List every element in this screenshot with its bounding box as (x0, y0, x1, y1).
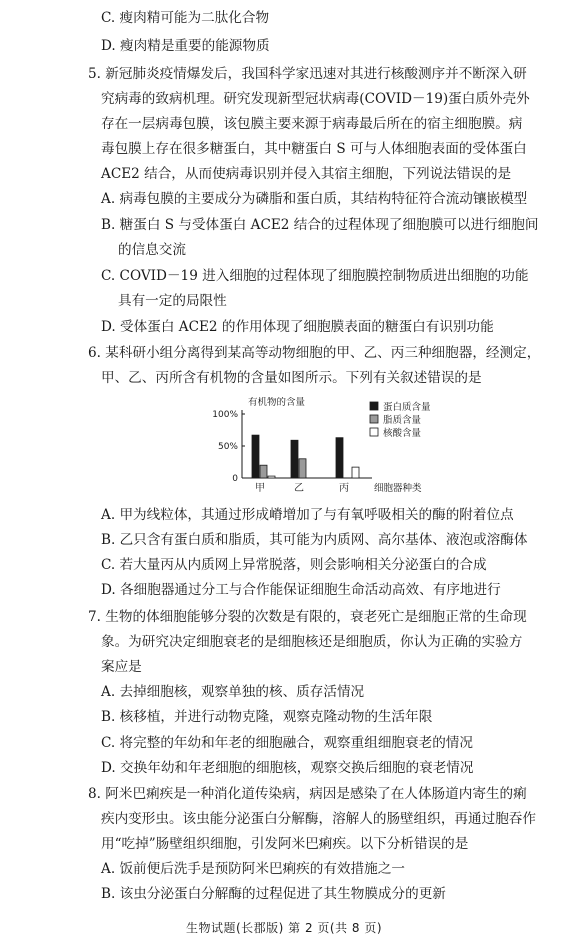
stem-continuation-line: 象。为研究决定细胞衰老的是细胞核还是细胞质，你认为正确的实验方 (101, 634, 523, 650)
bar-2-0 (336, 438, 343, 478)
option-line: D. 受体蛋白 ACE2 的作用体现了细胞膜表面的糖蛋白有识别功能 (101, 319, 494, 335)
question-stem-line: 8. 阿米巴痢疾是一种消化道传染病，病因是感染了在人体肠道内寄生的痢 (88, 786, 527, 802)
legend-swatch (370, 428, 378, 436)
legend-label: 核酸含量 (383, 428, 422, 439)
option-line: D. 各细胞器通过分工与合作能保证细胞生命活动高效、有序地进行 (101, 582, 501, 598)
legend-swatch (370, 415, 378, 423)
legend-swatch (370, 402, 378, 410)
x-tick-label: 甲 (255, 483, 265, 494)
organelle-content-chart (212, 397, 452, 497)
option-line: A. 饭前便后洗手是预防阿米巴痢疾的有效措施之一 (101, 861, 405, 877)
y-axis-title: 有机物的含量 (248, 397, 306, 408)
question-stem-line: 7. 生物的体细胞能够分裂的次数是有限的，衰老死亡是细胞正常的生命现 (88, 609, 527, 625)
legend-label: 蛋白质含量 (383, 402, 431, 413)
stem-continuation-line: 案应是 (101, 659, 142, 675)
option-line: D. 交换年幼和年老细胞的细胞核，观察交换后细胞的衰老情况 (101, 760, 474, 776)
bar-0-0 (252, 435, 259, 478)
option-line: D. 瘦肉精是重要的能源物质 (101, 38, 270, 54)
bar-1-0 (291, 440, 298, 478)
stem-continuation-line: 甲、乙、丙所含有机物的含量如图所示。下列有关叙述错误的是 (101, 370, 482, 386)
y-tick-label: 0 (232, 474, 238, 484)
option-line: B. 糖蛋白 S 与受体蛋白 ACE2 结合的过程体现了细胞膜可以进行细胞间 (101, 217, 539, 233)
stem-continuation-line: 疾内变形虫。该虫能分泌蛋白分解酶，溶解人的肠壁组织，再通过胞吞作 (101, 811, 536, 827)
stem-continuation-line: ACE2 结合，从而使病毒识别并侵入其宿主细胞，下列说法错误的是 (101, 166, 512, 182)
y-tick-label: 50% (217, 442, 238, 452)
option-line: C. COVID－19 进入细胞的过程体现了细胞膜控制物质进出细胞的功能 (101, 268, 529, 284)
option-line: A. 去掉细胞核，观察单独的核、质存活情况 (101, 684, 365, 700)
legend-label: 脂质含量 (383, 415, 422, 426)
stem-continuation-line: 究病毒的致病机理。研究发现新型冠状病毒(COVID－19)蛋白质外壳外 (101, 91, 530, 107)
bar-0-1 (260, 465, 267, 478)
option-line: C. 将完整的年幼和年老的细胞融合，观察重组细胞衰老的情况 (101, 735, 473, 751)
option-line: A. 病毒包膜的主要成分为磷脂和蛋白质，其结构特征符合流动镶嵌模型 (101, 191, 528, 207)
page-footer: 生物试题(长郡版) 第 2 页(共 8 页) (185, 921, 383, 935)
bar-0-2 (268, 476, 275, 478)
option-line: B. 核移植，并进行动物克隆，观察克隆动物的生活年限 (101, 709, 433, 725)
bar-2-2 (352, 467, 359, 478)
bar-1-1 (299, 459, 306, 478)
x-tick-label: 乙 (294, 483, 304, 494)
stem-continuation-line: 用“吃掉”肠壁组织细胞，引发阿米巴痢疾。以下分析错误的是 (101, 836, 469, 852)
question-stem-line: 5. 新冠肺炎疫情爆发后，我国科学家迅速对其进行核酸测序并不断深入研 (88, 66, 527, 82)
y-tick-label: 100% (212, 410, 238, 420)
option-line: B. 乙只含有蛋白质和脂质，其可能为内质网、高尔基体、液泡或溶酶体 (101, 532, 528, 548)
option-line: C. 瘦肉精可能为二肽化合物 (101, 10, 270, 26)
stem-continuation-line: 毒包膜上存在很多糖蛋白，其中糖蛋白 S 可与人体细胞表面的受体蛋白 (101, 141, 527, 157)
x-tick-label: 丙 (339, 483, 349, 494)
question-stem-line: 6. 某科研小组分离得到某高等动物细胞的甲、乙、丙三种细胞器，经测定， (88, 345, 541, 361)
option-line: A. 甲为线粒体，其通过形成嵴增加了与有氧呼吸相关的酶的附着位点 (101, 507, 514, 523)
option-line: 的信息交流 (118, 242, 186, 258)
option-line: B. 该虫分泌蛋白分解酶的过程促进了其生物膜成分的更新 (101, 886, 446, 902)
x-axis-title: 细胞器种类 (374, 483, 422, 494)
option-line: 具有一定的局限性 (118, 293, 227, 309)
option-line: C. 若大量丙从内质网上异常脱落，则会影响相关分泌蛋白的合成 (101, 557, 487, 573)
stem-continuation-line: 存在一层病毒包膜，该包膜主要来源于病毒最后所在的宿主细胞膜。病 (101, 116, 523, 132)
